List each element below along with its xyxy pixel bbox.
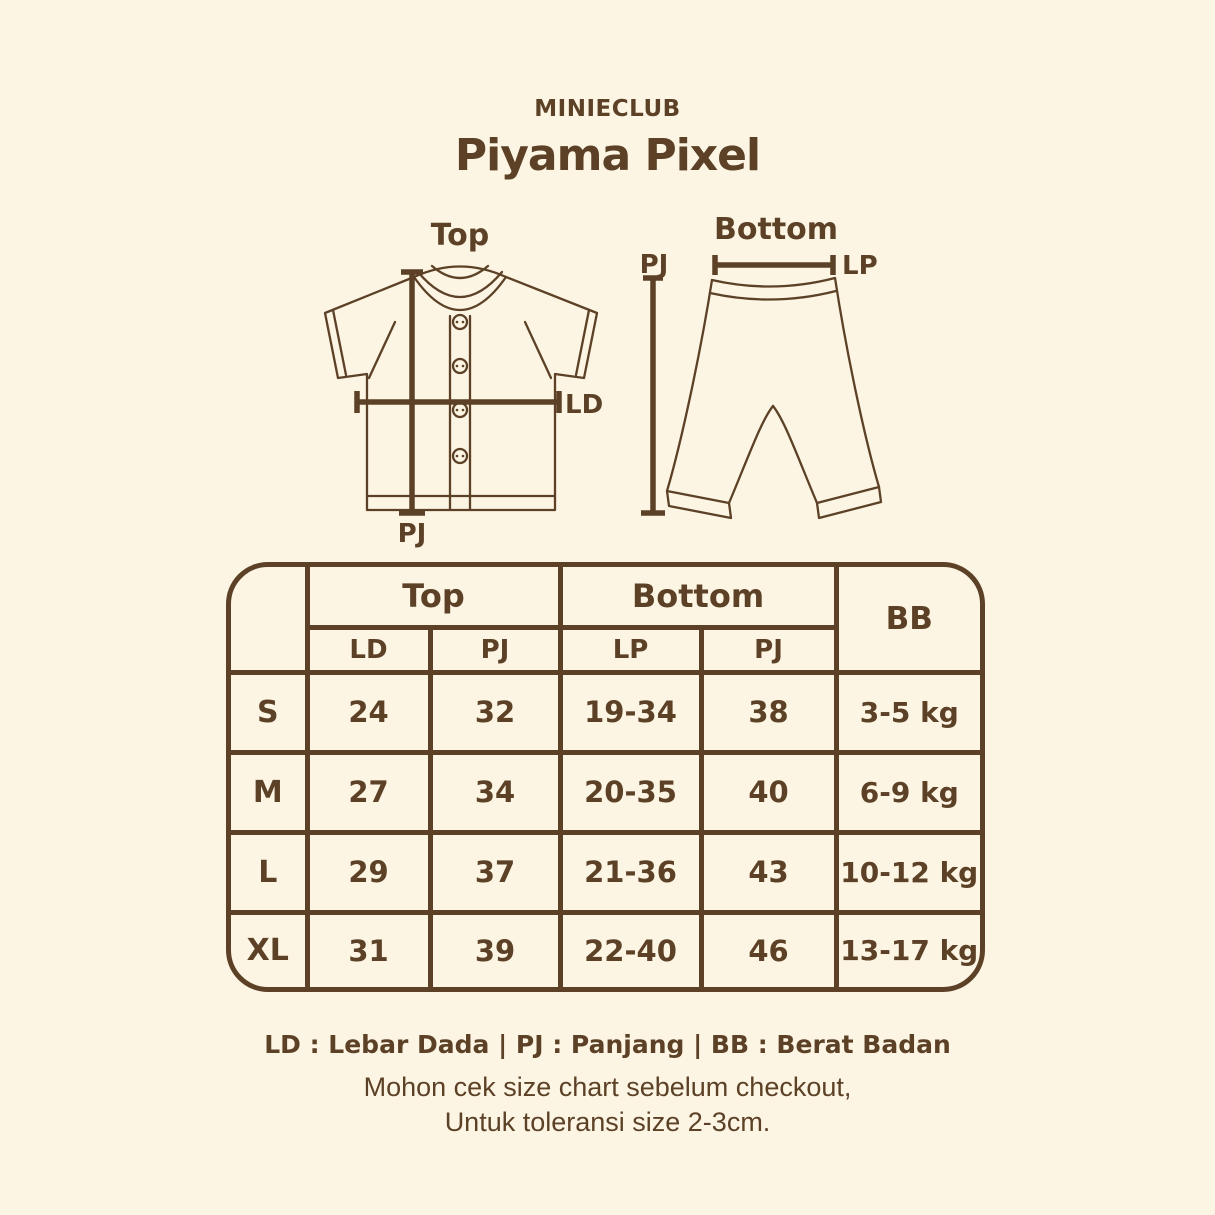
- note-line-2: Untuk toleransi size 2-3cm.: [444, 1107, 771, 1137]
- pants-outline-icon: [667, 278, 881, 518]
- measurement-legend: LD : Lebar Dada | PJ : Panjang | BB : Berat Badan: [264, 1030, 951, 1059]
- top-garment-diagram: [312, 250, 612, 550]
- group-header-bb: BB: [836, 567, 980, 673]
- page-title: Piyama Pixel: [454, 130, 761, 181]
- cell-bottom-lp: 19-34: [560, 673, 701, 753]
- cell-top-ld: 29: [307, 832, 430, 912]
- sub-header-bottom-pj: PJ: [701, 628, 836, 673]
- cell-top-pj: 32: [430, 673, 560, 753]
- brand-name: MINIECLUB: [534, 96, 681, 122]
- table-row-m: [231, 752, 980, 832]
- group-header-top: Top: [307, 567, 560, 628]
- shirt-measure-lines: [357, 272, 559, 513]
- size-label: L: [231, 832, 307, 912]
- cell-bb: 6-9 kg: [836, 752, 980, 832]
- cell-bb: 10-12 kg: [836, 832, 980, 912]
- bottom-diagram-label: Bottom: [714, 212, 839, 247]
- cell-top-pj: 37: [430, 832, 560, 912]
- size-label: S: [231, 673, 307, 753]
- cell-bb: 13-17 kg: [836, 912, 980, 987]
- cell-top-pj: 39: [430, 912, 560, 987]
- cell-bottom-lp: 21-36: [560, 832, 701, 912]
- cell-bottom-pj: 40: [701, 752, 836, 832]
- top-diagram-label: Top: [430, 218, 490, 253]
- shirt-pj-label: PJ: [397, 519, 427, 549]
- cell-bottom-pj: 38: [701, 673, 836, 753]
- sub-header-lp: LP: [560, 628, 701, 673]
- shirt-outline-icon: [325, 266, 597, 510]
- size-label: M: [231, 752, 307, 832]
- shirt-ld-label: LD: [565, 390, 604, 420]
- cell-top-ld: 31: [307, 912, 430, 987]
- table-row-l: [231, 832, 980, 912]
- cell-bottom-pj: 43: [701, 832, 836, 912]
- pants-pj-label: PJ: [639, 250, 669, 280]
- size-table: [226, 562, 985, 992]
- size-label: XL: [231, 912, 307, 987]
- cell-bottom-pj: 46: [701, 912, 836, 987]
- cell-bottom-lp: 20-35: [560, 752, 701, 832]
- cell-bb: 3-5 kg: [836, 673, 980, 753]
- bottom-garment-diagram: [630, 240, 890, 540]
- sub-header-top-pj: PJ: [430, 628, 560, 673]
- pants-lp-label: LP: [842, 251, 878, 281]
- table-row-s: [231, 673, 980, 753]
- size-table-corner-cell: [231, 567, 307, 673]
- cell-top-ld: 27: [307, 752, 430, 832]
- table-row-xl: [231, 912, 980, 987]
- sub-header-ld: LD: [307, 628, 430, 673]
- note-line-1: Mohon cek size chart sebelum checkout,: [363, 1072, 852, 1102]
- cell-top-pj: 34: [430, 752, 560, 832]
- cell-top-ld: 24: [307, 673, 430, 753]
- cell-bottom-lp: 22-40: [560, 912, 701, 987]
- group-header-bottom: Bottom: [560, 567, 836, 628]
